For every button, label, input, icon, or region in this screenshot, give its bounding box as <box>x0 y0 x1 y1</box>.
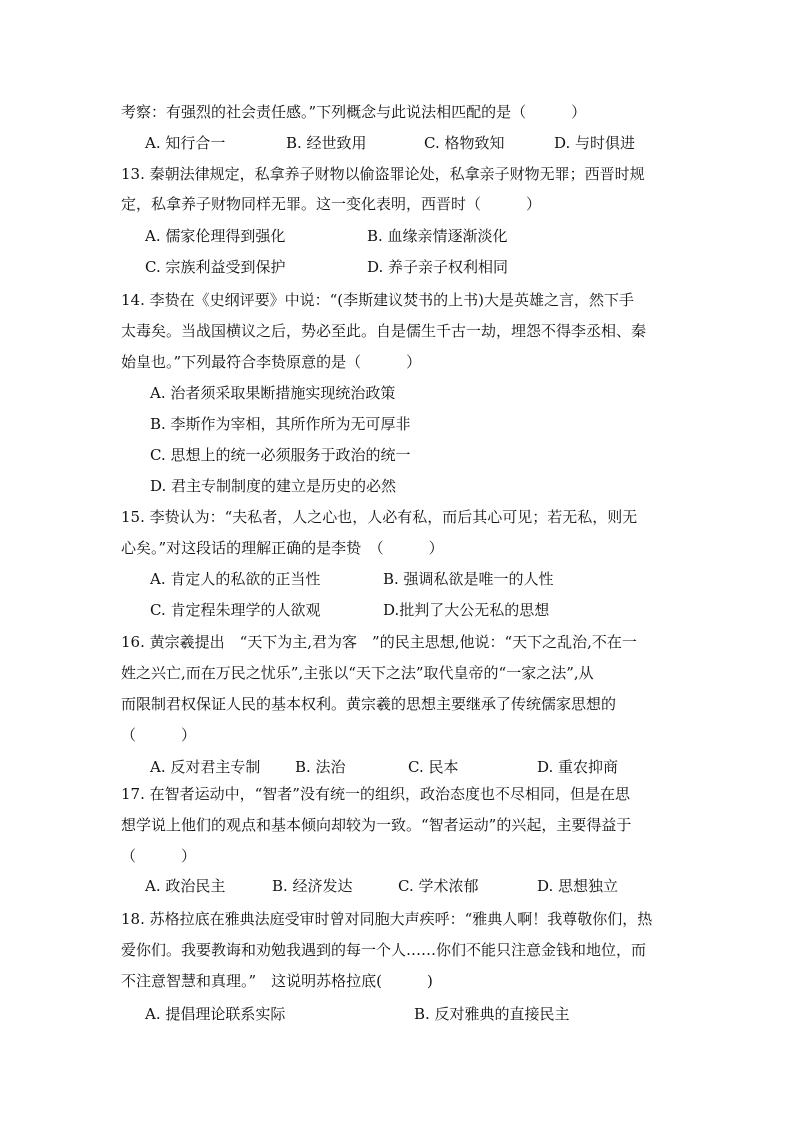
q14-option-a: A. 治者须采取果断措施实现统治政策 <box>150 384 396 402</box>
q12-option-c: C. 格物致知 <box>424 134 505 152</box>
q13-option-c: C. 宗族利益受到保护 <box>145 258 286 276</box>
q17-option-a: A. 政治民主 <box>145 877 226 895</box>
q14-option-b: B. 李斯作为宰相，其所作所为无可厚非 <box>150 415 411 433</box>
q17-option-d: D. 思想独立 <box>537 877 619 895</box>
q13-option-a: A. 儒家伦理得到强化 <box>145 227 286 245</box>
q13-option-d: D. 养子亲子权利相同 <box>367 258 509 276</box>
q18-option-b: B. 反对雅典的直接民主 <box>414 1005 570 1023</box>
q16-stem-line2: 姓之兴亡,而在万民之忧乐”,主张以“天下之法”取代皇帝的“一家之法”,从 <box>121 664 594 682</box>
q13-stem-line2: 定，私拿养子财物同样无罪。这一变化表明，西晋时（ ） <box>121 195 542 213</box>
q17-option-b: B. 经济发达 <box>272 877 353 895</box>
q17-stem-line2: 想学说上他们的观点和基本倾向却较为一致。“智者运动”的兴起，主要得益于 <box>121 816 632 834</box>
q16-option-c: C. 民本 <box>408 758 459 776</box>
q14-option-c: C. 思想上的统一必须服务于政治的统一 <box>150 446 411 464</box>
q18-stem-line3: 不注意智慧和真理。” 这说明苏格拉底( ) <box>121 972 433 990</box>
q15-option-c: C. 肯定程朱理学的人欲观 <box>150 601 321 619</box>
q12-option-a: A. 知行合一 <box>145 134 226 152</box>
q16-option-d: D. 重农抑商 <box>537 758 619 776</box>
q13-option-b: B. 血缘亲情逐渐淡化 <box>367 227 508 245</box>
q16-answer-blank: （ ） <box>121 726 197 744</box>
q12-option-b: B. 经世致用 <box>286 134 367 152</box>
q16-stem-line3: 而限制君权保证人民的基本权利。黄宗羲的思想主要继承了传统儒家思想的 <box>121 695 617 713</box>
q16-option-b: B. 法治 <box>295 758 346 776</box>
q15-option-d: D.批判了大公无私的思想 <box>383 601 550 619</box>
q18-stem-line2: 爱你们。我要教诲和劝勉我遇到的每一个人……你们不能只注意金钱和地位，而 <box>121 941 647 959</box>
q17-stem-line1: 17. 在智者运动中，“智者”没有统一的组织，政治态度也不尽相同，但是在思 <box>121 785 630 803</box>
q13-stem-line1: 13. 秦朝法律规定，私拿养子财物以偷盗罪论处，私拿亲子财物无罪；西晋时规 <box>121 165 645 183</box>
q16-option-a: A. 反对君主专制 <box>150 758 261 776</box>
q15-option-b: B. 强调私欲是唯一的人性 <box>383 570 554 588</box>
q14-stem-line2: 太毒矣。当战国横议之后，势必至此。自是儒生千古一劫，埋怨不得李丞相、秦 <box>121 322 647 340</box>
q14-option-d: D. 君主专制制度的建立是历史的必然 <box>150 477 397 495</box>
q15-stem-line2: 心矣。”对这段话的理解正确的是李贽 （ ） <box>121 539 444 557</box>
q12-stem-continued: 考察：有强烈的社会责任感。”下列概念与此说法相匹配的是（ ） <box>121 103 587 121</box>
q14-stem-line1: 14. 李贽在《史纲评要》中说：“(李斯建议焚书的上书)大是英雄之言，然下手 <box>121 291 634 309</box>
q15-stem-line1: 15. 李贽认为：“夫私者，人之心也，人必有私，而后其心可见；若无私，则无 <box>121 508 638 526</box>
q15-option-a: A. 肯定人的私欲的正当性 <box>150 570 321 588</box>
q17-option-c: C. 学术浓郁 <box>398 877 479 895</box>
q18-option-a: A. 提倡理论联系实际 <box>145 1005 286 1023</box>
q14-stem-line3: 始皇也。”下列最符合李贽原意的是（ ） <box>121 353 422 371</box>
q12-option-d: D. 与时俱进 <box>554 134 636 152</box>
q18-stem-line1: 18. 苏格拉底在雅典法庭受审时曾对同胞大声疾呼：“雅典人啊！我尊敬你们，热 <box>121 910 653 928</box>
q17-answer-blank: （ ） <box>121 847 197 865</box>
q16-stem-line1: 16. 黄宗羲提出 “天下为主,君为客 ”的民主思想,他说：“天下之乱治,不在一 <box>121 633 637 651</box>
